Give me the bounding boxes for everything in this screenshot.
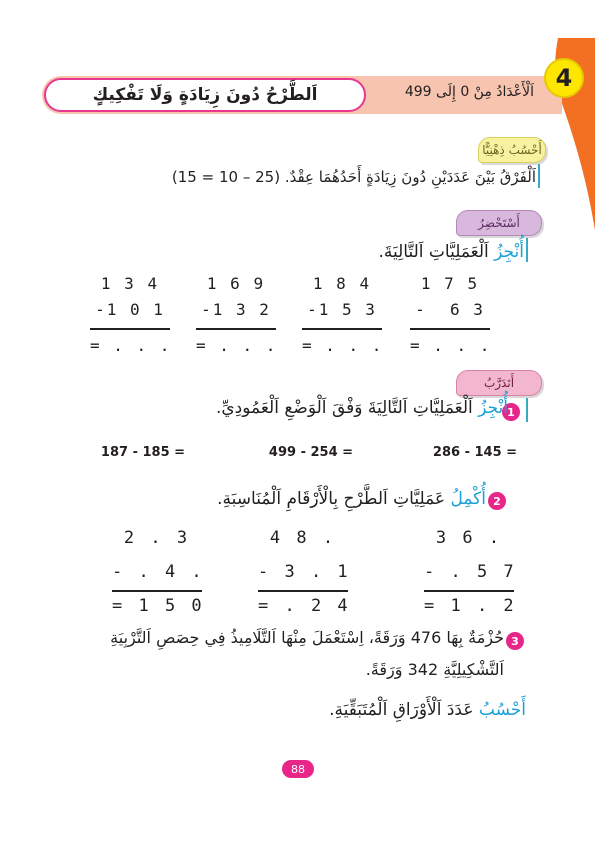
subtrahend: -1 5 3: [307, 300, 377, 319]
section-marker: [526, 398, 528, 422]
section-tag-mental: أَحْسُبُ ذِهْنِيًّا: [478, 137, 546, 163]
instruction-verb: أُكْمِلُ: [450, 489, 486, 509]
result: = . . .: [90, 336, 172, 355]
subtrahend: -1 3 2: [201, 300, 271, 319]
section-tag-practice: أَتَدَرَّبُ: [456, 370, 542, 396]
subtraction-block: [258, 528, 351, 624]
section-marker: [538, 164, 540, 188]
instruction-text: اَلْعَمَلِيَّاتِ اَلتَّالِيَةَ وَفْقَ اَلْوَضْعِ اَلْعَمُودِيِّ.: [215, 398, 479, 418]
exercise-number-badge: 2: [488, 492, 506, 510]
result-line: [410, 328, 490, 330]
minuend: 1 8 4: [312, 274, 372, 293]
minuend: 1 7 5: [420, 274, 480, 293]
exercise-1-operation: 187 - 185 =: [100, 445, 186, 460]
subtrahend: - . 4 .: [112, 562, 205, 582]
chapter-range: اَلْأَعْدَادُ مِنْ 0 إِلَى 499: [404, 84, 534, 100]
exercise-number-badge: 1: [502, 403, 520, 421]
result-line: [196, 328, 276, 330]
subtrahend: - . 5 7: [424, 562, 517, 582]
recall-instruction: [220, 242, 524, 268]
instruction-text: اَلْعَمَلِيَّاتِ اَلتَّالِيَةَ.: [378, 242, 495, 262]
subtraction-block: [410, 274, 490, 362]
minuend: 4 8 .: [269, 528, 337, 548]
subtraction-block: [112, 528, 205, 624]
mental-text: اَلْفَرْقُ بَيْنَ عَدَدَيْنِ دُونَ زِيَادَةٍ أَحَدُهُمَا عِقْدٌ. (25 – 10 = 15): [171, 168, 536, 186]
instruction-text: عَمَلِيَّاتِ اَلطَّرْحِ بِالْأَرْقَامِ اَلْمُنَاسِبَةِ.: [217, 489, 451, 509]
subtraction-block: [302, 274, 382, 362]
exercise-1-instruction: [190, 398, 508, 426]
instruction-verb: أَحْسُبُ: [478, 700, 526, 720]
subtrahend: - 6 3: [415, 300, 485, 319]
chapter-number-badge: 4: [544, 58, 584, 98]
page-number: 88: [282, 760, 314, 778]
result-line: [90, 328, 170, 330]
subtrahend: - 3 . 1: [258, 562, 351, 582]
subtraction-block: [90, 274, 170, 362]
exercise-number-badge: 3: [506, 632, 524, 650]
exercise-3-question: [290, 700, 526, 728]
subtrahend: -1 0 1: [95, 300, 165, 319]
instruction-text: عَدَدَ اَلْأَوْرَاقِ اَلْمُتَبَقِّيَةِ.: [329, 700, 479, 720]
result: = . . .: [302, 336, 384, 355]
result-line: [302, 328, 382, 330]
result-line: [258, 590, 348, 592]
minuend: 1 3 4: [100, 274, 160, 293]
result: = 1 . 2: [424, 596, 517, 616]
result: = . . .: [196, 336, 278, 355]
exercise-1-operation: 499 - 254 =: [268, 445, 354, 460]
result: = 1 5 0: [112, 596, 205, 616]
exercise-2-instruction: [214, 489, 486, 517]
instruction-verb: أُنْجِزُ: [494, 242, 524, 262]
exercise-3-text-line-2: اَلتَّشْكِيلِيَّةِ 342 وَرَقَةً.: [365, 660, 504, 679]
instruction-verb: أُنْجِزُ: [478, 398, 508, 418]
subtraction-block: [196, 274, 276, 362]
exercise-3-text-line-1: حُزْمَةٌ بِهَا 476 وَرَقَةً، اِسْتَعْمَلَ مِنْهَا اَلتَّلَامِيذُ فِي حِصَصِ اَلتَّرْبِيَةِ: [110, 628, 504, 647]
section-marker: [526, 238, 528, 262]
result-line: [424, 590, 514, 592]
result-line: [112, 590, 202, 592]
minuend: 3 6 .: [435, 528, 503, 548]
lesson-title: اَلطَّرْحُ دُونَ زِيَادَةٍ وَلَا تَفْكِيكٍ: [44, 78, 366, 112]
minuend: 1 6 9: [206, 274, 266, 293]
subtraction-block: [424, 528, 517, 624]
result: = . . .: [410, 336, 492, 355]
section-tag-recall: أَسْتَحْضِرُ: [456, 210, 542, 236]
exercise-1-operation: 286 - 145 =: [432, 445, 518, 460]
result: = . 2 4: [258, 596, 351, 616]
minuend: 2 . 3: [123, 528, 191, 548]
